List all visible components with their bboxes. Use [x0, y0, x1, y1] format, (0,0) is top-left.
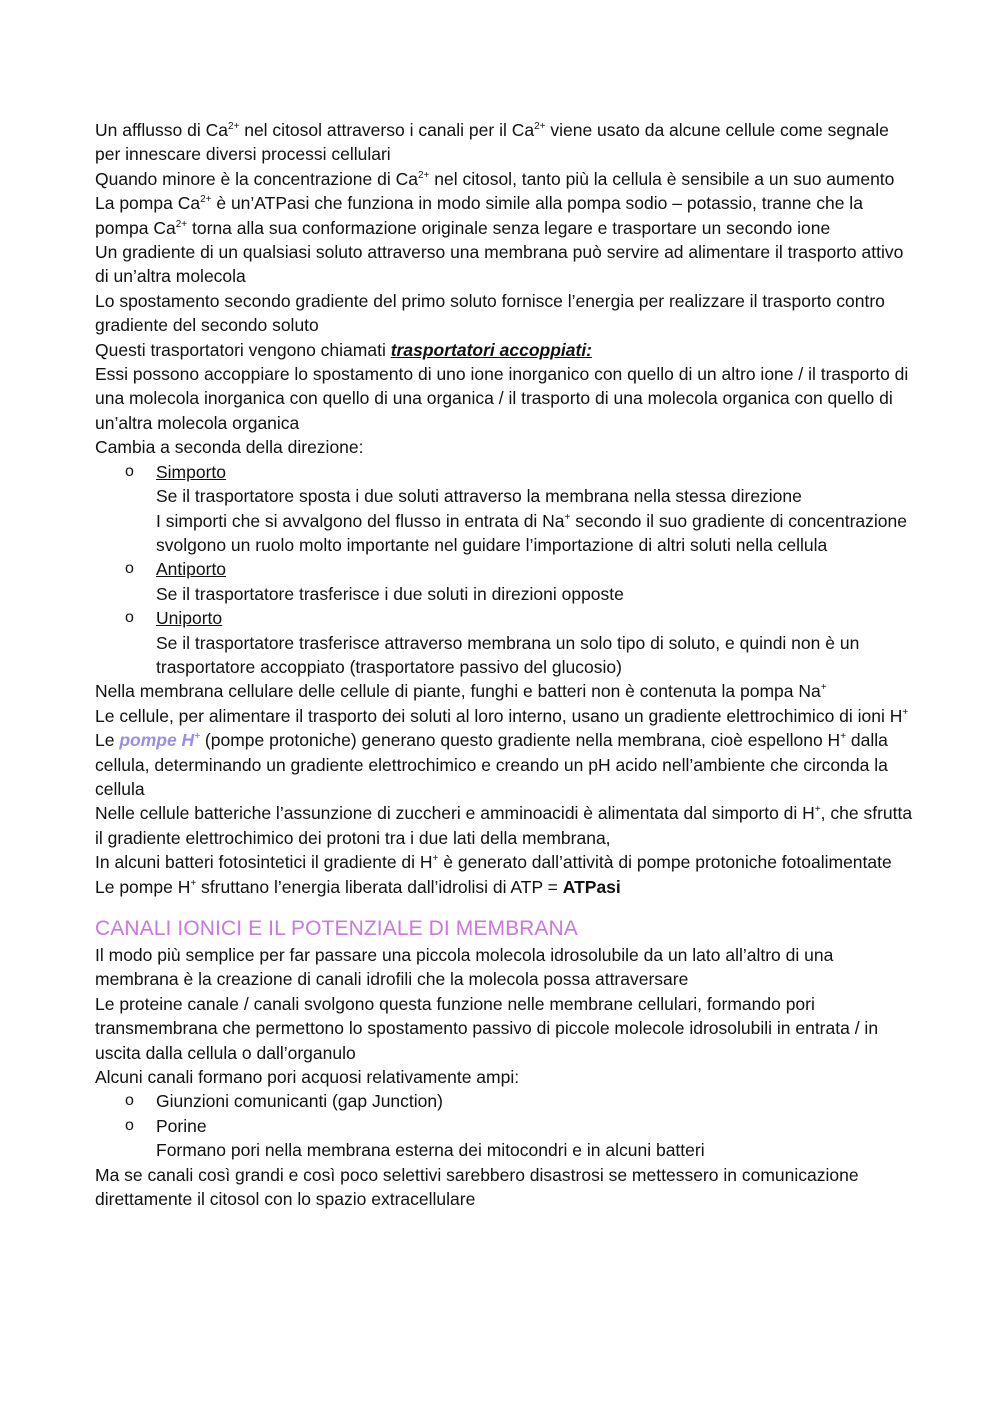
item-description: I simporti che si avvalgono del flusso in entrata di Na+ secondo il suo gradiente di concentrazione svolgono un ruolo molto importante nel guidare l’importazione di altri soluti nella cellula [156, 510, 908, 555]
bullet-icon: o [125, 1116, 134, 1134]
item-description: Formano pori nella membrana esterna dei mitocondri e in alcuni batteri [156, 1140, 705, 1161]
item-description: Se il trasportatore sposta i due soluti attraverso la membrana nella stessa direzione [156, 486, 802, 507]
item-description: Se il trasportatore trasferisce attraverso membrana un solo tipo di soluto, e quindi non è un trasportatore accoppiato (trasportatore passivo del glucosio) [156, 632, 860, 677]
superscript: 2+ [175, 218, 188, 230]
superscript: + [564, 511, 571, 523]
document-page [95, 118, 915, 1211]
paragraph-sodium-pump: Nella membrana cellulare delle cellule di piante, funghi e batteri non è contenuta la pompa Na+ [95, 681, 827, 702]
paragraph-channel-proteins: Le proteine canale / canali svolgono questa funzione nelle membrane cellulari, formando pori transmembrana che permettono lo spostamento passivo di piccole molecole idrosolubili in entrata / in uscita dalla cellula o dall’organulo [95, 993, 879, 1063]
superscript: 2+ [227, 121, 240, 132]
superscript: 2+ [417, 169, 430, 181]
bullet-icon: o [125, 609, 134, 627]
paragraph-hydrophilic-channels: Il modo più semplice per far passare una piccola molecola idrosolubile da un lato all’altro di una membrana è la creazione di canali idrofili che la molecola possa attraversare [95, 945, 834, 990]
paragraph-direction: Cambia a seconda della direzione: [95, 437, 364, 458]
item-title: Giunzioni comunicanti (gap Junction) [156, 1091, 443, 1112]
paragraph-calcium-pump: La pompa $Ca^{2+}$ è un’ATPasi che funziona in modo simile alla pompa sodio – potassio, tranne che la pompa $Ca^{2+}$ torna alla sua conformazione originale senza legare e trasportare un secondo ione [95, 193, 863, 238]
term-coupled-transporters: trasportatori accoppiati: [390, 339, 593, 360]
section-heading: CANALI IONICI E IL POTENZIALE DI MEMBRANA [95, 917, 578, 940]
superscript: + [432, 853, 439, 865]
superscript: + [814, 804, 821, 816]
superscript: 2+ [200, 194, 212, 206]
item-description: Se il trasportatore trasferisce i due soluti in direzioni opposte [156, 583, 624, 604]
item-title: Uniporto [156, 608, 223, 629]
superscript: + [820, 682, 827, 694]
bullet-icon: o [125, 560, 134, 578]
item-title: Simporto [156, 461, 227, 482]
transport-type-list [95, 460, 915, 680]
superscript: + [190, 877, 197, 889]
paragraph-gradient: Un gradiente di un qualsiasi soluto attraverso una membrana può servire ad alimentare il trasporto attivo di un’altra molecola [95, 242, 904, 287]
paragraph-proton-pumps: Le pompe H+ (pompe protoniche) generano questo gradiente nella membrana, cioè espellono H+ dalla cellula, determinando un gradiente elettrochimico e creando un pH acido nell’ambiente che circonda la cellula [95, 730, 888, 799]
bullet-icon: o [125, 462, 134, 480]
paragraph-photosynthetic: In alcuni batteri fotosintetici il gradiente di H+ è generato dall’attività di pompe protoniche fotoalimentate [95, 852, 892, 873]
paragraph-atpasi: Le pompe H+ sfruttano l’energia liberata dall’idrolisi di ATP = ATPasi [95, 876, 621, 897]
list-item-simporto [95, 460, 915, 558]
bullet-icon: o [125, 1092, 134, 1110]
paragraph-calcium-concentration: Quando minore è la concentrazione di $Ca^{2+}$ nel citosol, tanto più la cellula è sensibile a un suo aumento [95, 168, 895, 189]
paragraph-bacterial-symport: Nelle cellule batteriche l’assunzione di zuccheri e amminoacidi è alimentata dal simporto di H+, che sfrutta il gradiente elettrochimico dei protoni tra i due lati della membrana, [95, 803, 913, 848]
term-atpasi: ATPasi [562, 876, 621, 897]
paragraph-gradient-energy: Lo spostamento secondo gradiente del primo soluto fornisce l’energia per realizzare il trasporto contro gradiente del secondo soluto [95, 290, 885, 336]
paragraph-coupled-transporters: Questi trasportatori vengono chiamati trasportatori accoppiati: [95, 339, 593, 360]
item-title: Antiporto [156, 559, 227, 580]
superscript: + [194, 731, 201, 743]
item-title: Porine [156, 1115, 207, 1136]
superscript: + [840, 731, 847, 743]
paragraph-calcium-influx: Un afflusso di $Ca^{2+}$ nel citosol attraverso i canali per il $Ca^{2+}$ viene usato da alcune cellule come segnale per innescare diversi processi cellulari [95, 120, 889, 165]
list-item-uniporto [95, 606, 915, 679]
list-item-gap-junction [95, 1089, 915, 1113]
term-pompe-h: pompe H+ [119, 730, 201, 751]
list-item-antiporto [95, 557, 915, 606]
paragraph-selectivity: Ma se canali così grandi e così poco selettivi sarebbero disastrosi se mettessero in comunicazione direttamente il citosol con lo spazio extracellulare [95, 1164, 859, 1210]
paragraph-coupling: Essi possono accoppiare lo spostamento di uno ione inorganico con quello di un altro ione / il trasporto di una molecola inorganica con quello di una organica / il trasporto di una molecola organica con quello di un’altra molecola organica [95, 364, 909, 433]
list-item-porine [95, 1114, 915, 1163]
channel-list [95, 1089, 915, 1162]
superscript: + [902, 706, 909, 718]
paragraph-electrochemical: Le cellule, per alimentare il trasporto dei soluti al loro interno, usano un gradiente elettrochimico di ioni H+ [95, 705, 909, 726]
superscript: 2+ [534, 121, 546, 132]
paragraph-wide-pores: Alcuni canali formano pori acquosi relativamente ampi: [95, 1067, 520, 1088]
